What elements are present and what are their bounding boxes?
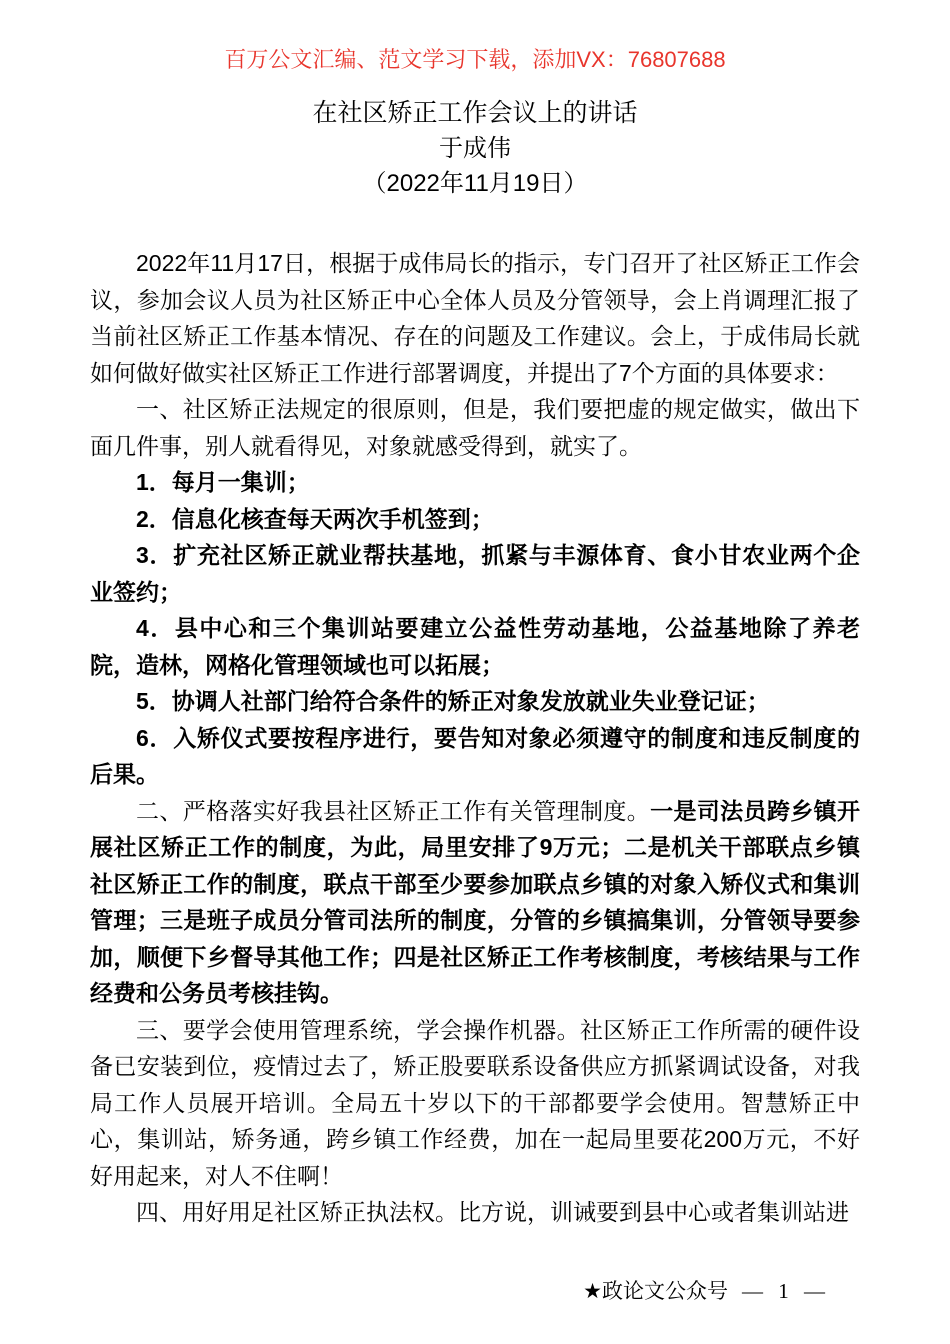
- bold-text-run: 一是司法员跨乡镇开展社区矫正工作的制度，为此，局里安排了9万元；二是机关干部联点乡镇社区矫正工作的制度，联点干部至少要参加联点乡镇的对象入矫仪式和集训管理；三是班子成员分管司法所的制度，分管的乡镇搞集训，分管领导要参加，顺便下乡督导其他工作；四是社区矫正工作考核制度，考核结果与工作经费和公务员考核挂钩。: [90, 797, 861, 1006]
- paragraph-point-3: [90, 1012, 860, 1195]
- bold-text-run: 2．信息化核查每天两次手机签到；: [136, 505, 494, 532]
- paragraph-point-4: [90, 1194, 860, 1231]
- bold-text-run: 1．每月一集训；: [136, 469, 310, 495]
- page-number: — 1 —: [742, 1279, 830, 1303]
- list-item-4: [90, 610, 860, 683]
- text-run: 四、用好用足社区矫正执法权。比方说，训诫要到县中心或者集训站进: [136, 1199, 849, 1225]
- footer-label: ★政论文公众号: [583, 1280, 728, 1303]
- list-item-2: [90, 501, 860, 538]
- document-body: [90, 245, 860, 1231]
- text-run: 2022年11月17日，根据于成伟局长的指示，专门召开了社区矫正工作会议，参加会议人员为社区矫正中心全体人员及分管领导，会上肖调理汇报了当前社区矫正工作基本情况、存在的问题及工作建议。会上，于成伟局长就如何做好做实社区矫正工作进行部署调度，并提出了7个方面的具体要求：: [90, 250, 860, 386]
- bold-text-run: 6．入矫仪式要按程序进行，要告知对象必须遵守的制度和违反制度的后果。: [90, 724, 860, 787]
- page-title: 在社区矫正工作会议上的讲话: [312, 99, 638, 127]
- bold-text-run: 3．扩充社区矫正就业帮扶基地，抓紧与丰源体育、食小甘农业两个企业签约；: [90, 542, 860, 605]
- list-item-5: [90, 683, 860, 720]
- author-name: 于成伟: [439, 135, 511, 162]
- title-block: [0, 96, 950, 201]
- text-run: 三、要学会使用管理系统，学会操作机器。社区矫正工作所需的硬件设备已安装到位，疫情过去了，矫正股要联系设备供应方抓紧调试设备，对我局工作人员展开培训。全局五十岁以下的干部都要学会使用。智慧矫正中心，集训站，矫务通，跨乡镇工作经费，加在一起局里要花200万元，不好好用起来，对人不住啊！: [90, 1016, 860, 1189]
- paragraph-point-2: [90, 793, 860, 1012]
- text-run: 一、社区矫正法规定的很原则，但是，我们要把虚的规定做实，做出下面几件事，别人就看得见，对象就感受得到，就实了。: [90, 396, 860, 459]
- list-item-1: [90, 464, 860, 501]
- text-run: 二、严格落实好我县社区矫正工作有关管理制度。: [136, 797, 651, 824]
- paragraph-point-1: [90, 391, 860, 464]
- bold-text-run: 5．协调人社部门给符合条件的矫正对象发放就业失业登记证；: [136, 688, 770, 714]
- list-item-3: [90, 537, 860, 610]
- promo-banner: 百万公文汇编、范文学习下载，添加VX：76807688: [224, 47, 726, 72]
- document-date: （2022年11月19日）: [362, 170, 588, 197]
- bold-text-run: 4．县中心和三个集训站要建立公益性劳动基地，公益基地除了养老院，造林，网格化管理领域也可以拓展；: [90, 615, 860, 678]
- page-footer: [583, 1278, 830, 1305]
- paragraph-intro: [90, 245, 860, 391]
- list-item-6: [90, 720, 860, 793]
